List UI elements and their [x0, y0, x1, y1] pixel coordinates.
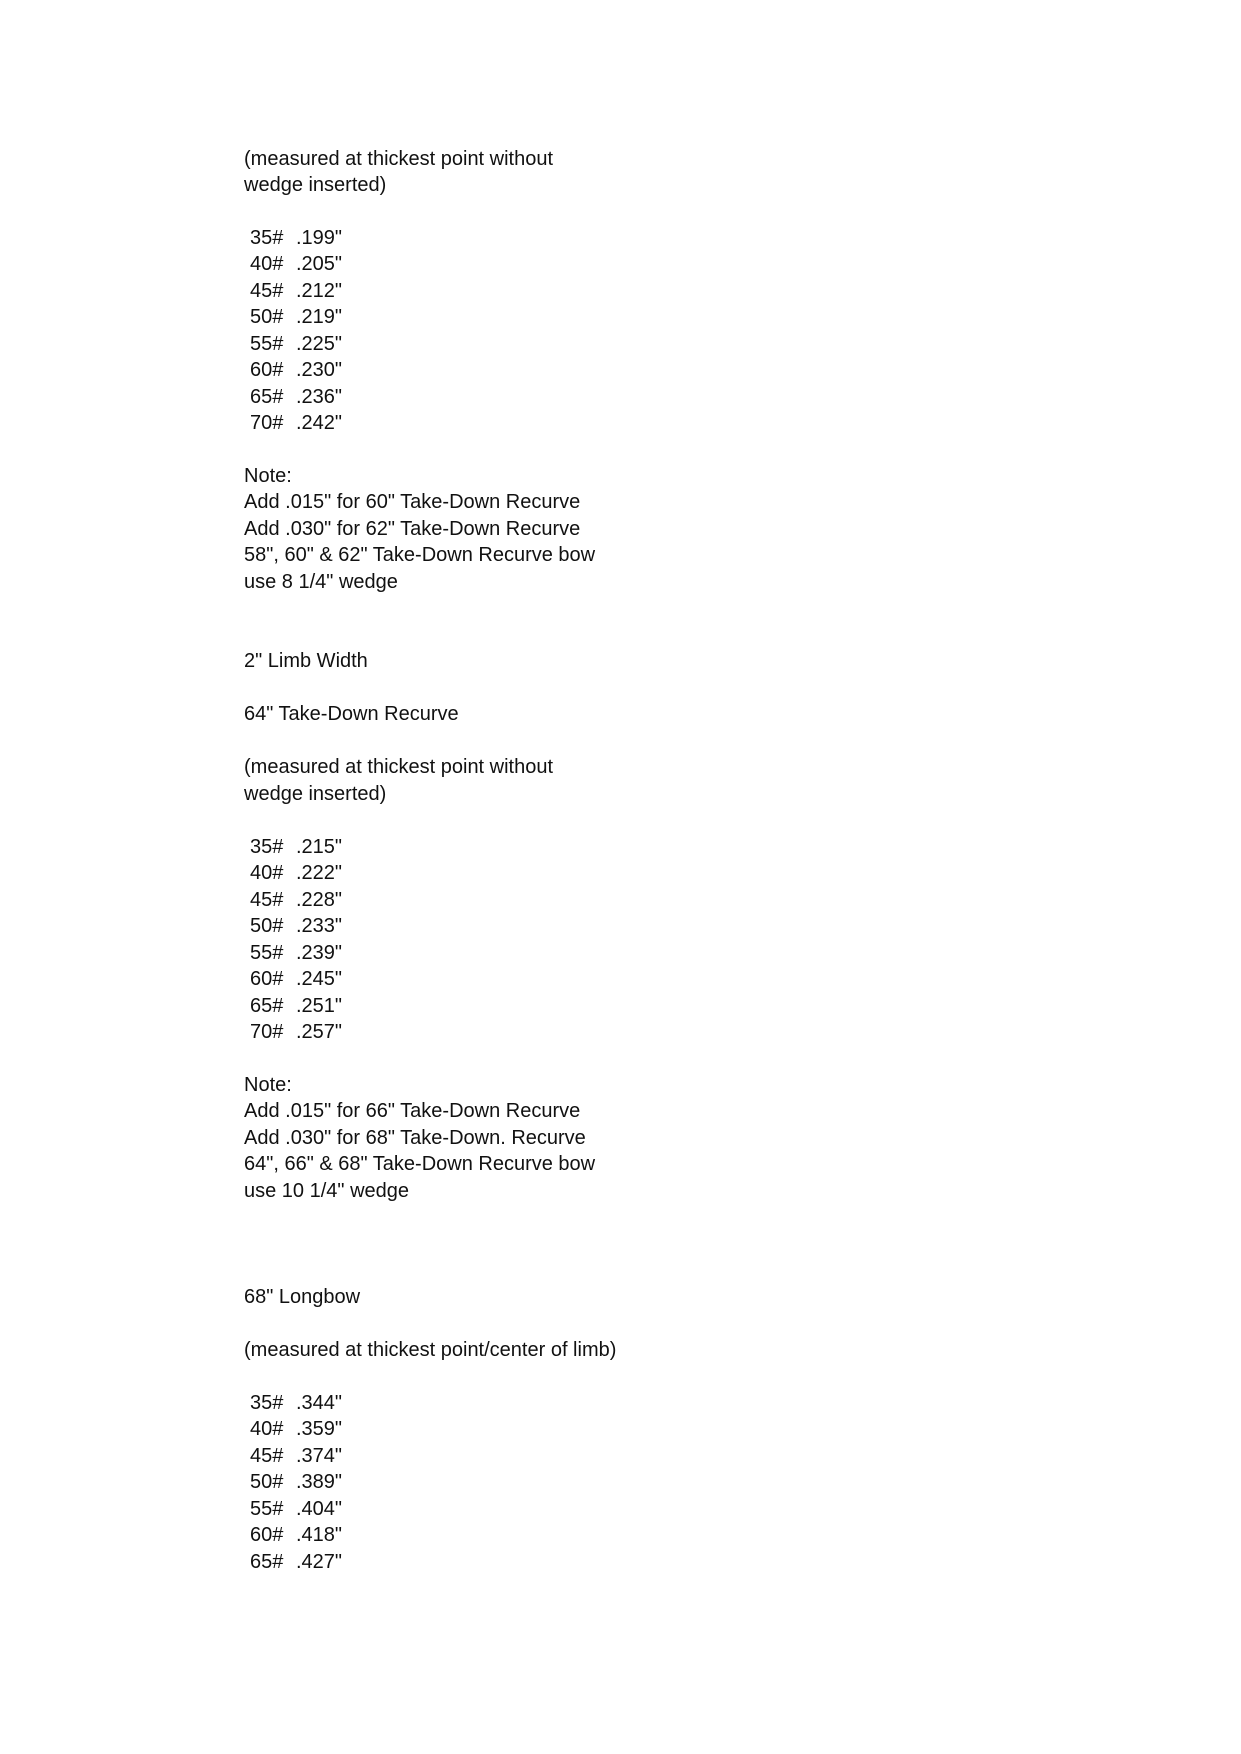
section2-row-70 — [250, 1019, 342, 1045]
thickness: .404" — [296, 1498, 343, 1520]
weight: 40# — [250, 862, 284, 884]
weight: 45# — [250, 1445, 284, 1467]
thickness: .233" — [296, 915, 343, 937]
thickness: .418" — [296, 1524, 343, 1546]
section1-row-55 — [250, 331, 342, 357]
section3-row-55 — [250, 1496, 342, 1522]
weight: 55# — [250, 942, 284, 964]
weight: 50# — [250, 306, 284, 328]
weight: 35# — [250, 227, 284, 249]
section3-title: 68" Longbow — [244, 1286, 361, 1308]
thickness: .344" — [296, 1392, 343, 1414]
weight: 55# — [250, 1498, 284, 1520]
thickness: .389" — [296, 1471, 343, 1493]
weight: 60# — [250, 359, 284, 381]
thickness: .251" — [296, 995, 343, 1017]
section2-measure-note-line2: wedge inserted) — [244, 783, 387, 805]
thickness: .222" — [296, 862, 343, 884]
weight: 40# — [250, 1418, 284, 1440]
weight: 45# — [250, 889, 284, 911]
weight: 65# — [250, 386, 284, 408]
weight: 60# — [250, 968, 284, 990]
section2-limb-width: 2" Limb Width — [244, 650, 368, 672]
thickness: .228" — [296, 889, 343, 911]
section2-row-65 — [250, 993, 342, 1019]
section2-row-45 — [250, 887, 342, 913]
section3-row-60 — [250, 1522, 342, 1548]
section2-note-line3: 64", 66" & 68" Take-Down Recurve bow — [244, 1153, 596, 1175]
section3-row-45 — [250, 1443, 342, 1469]
weight: 50# — [250, 1471, 284, 1493]
thickness: .359" — [296, 1418, 343, 1440]
thickness: .230" — [296, 359, 343, 381]
thickness: .257" — [296, 1021, 343, 1043]
section1-note-line1: Add .015" for 60" Take-Down Recurve — [244, 491, 581, 513]
section1-note-line3: 58", 60" & 62" Take-Down Recurve bow — [244, 544, 596, 566]
section2-row-60 — [250, 966, 342, 992]
thickness: .219" — [296, 306, 343, 328]
section2-note-line1: Add .015" for 66" Take-Down Recurve — [244, 1100, 581, 1122]
thickness: .242" — [296, 412, 343, 434]
section1-row-35 — [250, 225, 342, 251]
section3-row-35 — [250, 1390, 342, 1416]
section1-row-50 — [250, 304, 342, 330]
weight: 70# — [250, 1021, 284, 1043]
weight: 35# — [250, 836, 284, 858]
section1-row-40 — [250, 251, 342, 277]
weight: 50# — [250, 915, 284, 937]
thickness: .212" — [296, 280, 343, 302]
section1-measure-note-line1: (measured at thickest point without — [244, 148, 554, 170]
section2-title: 64" Take-Down Recurve — [244, 703, 459, 725]
weight: 65# — [250, 995, 284, 1017]
section2-note-line4: use 10 1/4" wedge — [244, 1180, 409, 1202]
section3-row-65 — [250, 1549, 342, 1575]
section2-row-40 — [250, 860, 342, 886]
section1-row-45 — [250, 278, 342, 304]
weight: 60# — [250, 1524, 284, 1546]
thickness: .374" — [296, 1445, 343, 1467]
section2-row-35 — [250, 834, 342, 860]
section1-note-line2: Add .030" for 62" Take-Down Recurve — [244, 518, 581, 540]
thickness: .205" — [296, 253, 343, 275]
section2-note-line2: Add .030" for 68" Take-Down. Recurve — [244, 1127, 586, 1149]
section2-note-heading: Note: — [244, 1074, 292, 1096]
thickness: .239" — [296, 942, 343, 964]
section3-row-40 — [250, 1416, 342, 1442]
section3-measure-note: (measured at thickest point/center of limb) — [244, 1339, 617, 1361]
thickness: .236" — [296, 386, 343, 408]
thickness: .215" — [296, 836, 343, 858]
thickness: .427" — [296, 1551, 343, 1573]
section2-row-55 — [250, 940, 342, 966]
section1-row-60 — [250, 357, 342, 383]
weight: 70# — [250, 412, 284, 434]
thickness: .225" — [296, 333, 343, 355]
weight: 35# — [250, 1392, 284, 1414]
section1-note-heading: Note: — [244, 465, 292, 487]
section2-row-50 — [250, 913, 342, 939]
section2-measure-note-line1: (measured at thickest point without — [244, 756, 554, 778]
section3-row-50 — [250, 1469, 342, 1495]
section1-row-65 — [250, 384, 342, 410]
section1-measure-note-line2: wedge inserted) — [244, 174, 387, 196]
weight: 65# — [250, 1551, 284, 1573]
section1-row-70 — [250, 410, 342, 436]
thickness: .245" — [296, 968, 343, 990]
thickness: .199" — [296, 227, 343, 249]
weight: 55# — [250, 333, 284, 355]
weight: 45# — [250, 280, 284, 302]
section1-note-line4: use 8 1/4" wedge — [244, 571, 398, 593]
weight: 40# — [250, 253, 284, 275]
